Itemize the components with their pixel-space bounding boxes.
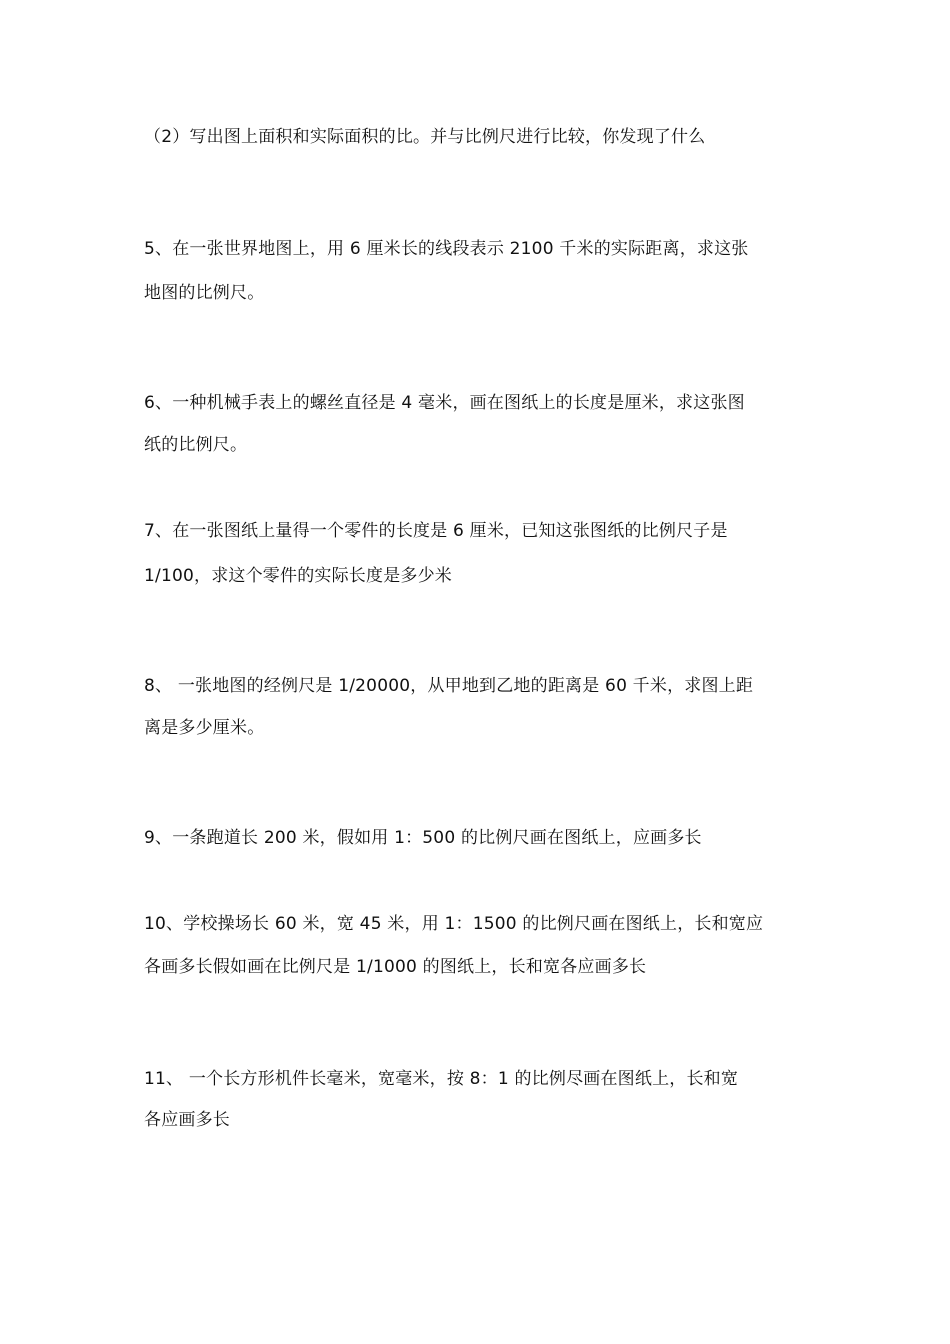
question-11-line-1: 11、 一个长方形机件长毫米，宽毫米，按 8：1 的比例尽画在图纸上，长和宽: [144, 1069, 739, 1089]
question-6-line-2: 纸的比例尺。: [144, 435, 248, 455]
question-7-line-1: 7、在一张图纸上量得一个零件的长度是 6 厘米，已知这张图纸的比例尺子是: [144, 521, 728, 541]
question-10-line-1: 10、学校操场长 60 米，宽 45 米，用 1：1500 的比例尺画在图纸上，长和宽应: [144, 914, 764, 934]
question-9-line-1: 9、一条跑道长 200 米，假如用 1：500 的比例尺画在图纸上，应画多长: [144, 828, 702, 848]
question-10-line-2: 各画多长假如画在比例尺是 1/1000 的图纸上，长和宽各应画多长: [144, 957, 647, 977]
question-11-line-2: 各应画多长: [144, 1110, 230, 1130]
question-7-line-2: 1/100，求这个零件的实际长度是多少米: [144, 566, 452, 586]
question-4-part-2-line-1: （2）写出图上面积和实际面积的比。并与比例尺进行比较，你发现了什么: [144, 127, 706, 147]
question-8-line-1: 8、 一张地图的经例尺是 1/20000，从甲地到乙地的距离是 60 千米，求图上距: [144, 676, 754, 696]
question-6-line-1: 6、一种机械手表上的螺丝直径是 4 毫米，画在图纸上的长度是厘米，求这张图: [144, 393, 745, 413]
question-8-line-2: 离是多少厘米。: [144, 718, 265, 738]
question-5-line-2: 地图的比例尺。: [144, 283, 265, 303]
question-5-line-1: 5、在一张世界地图上，用 6 厘米长的线段表示 2100 千米的实际距离，求这张: [144, 239, 749, 259]
